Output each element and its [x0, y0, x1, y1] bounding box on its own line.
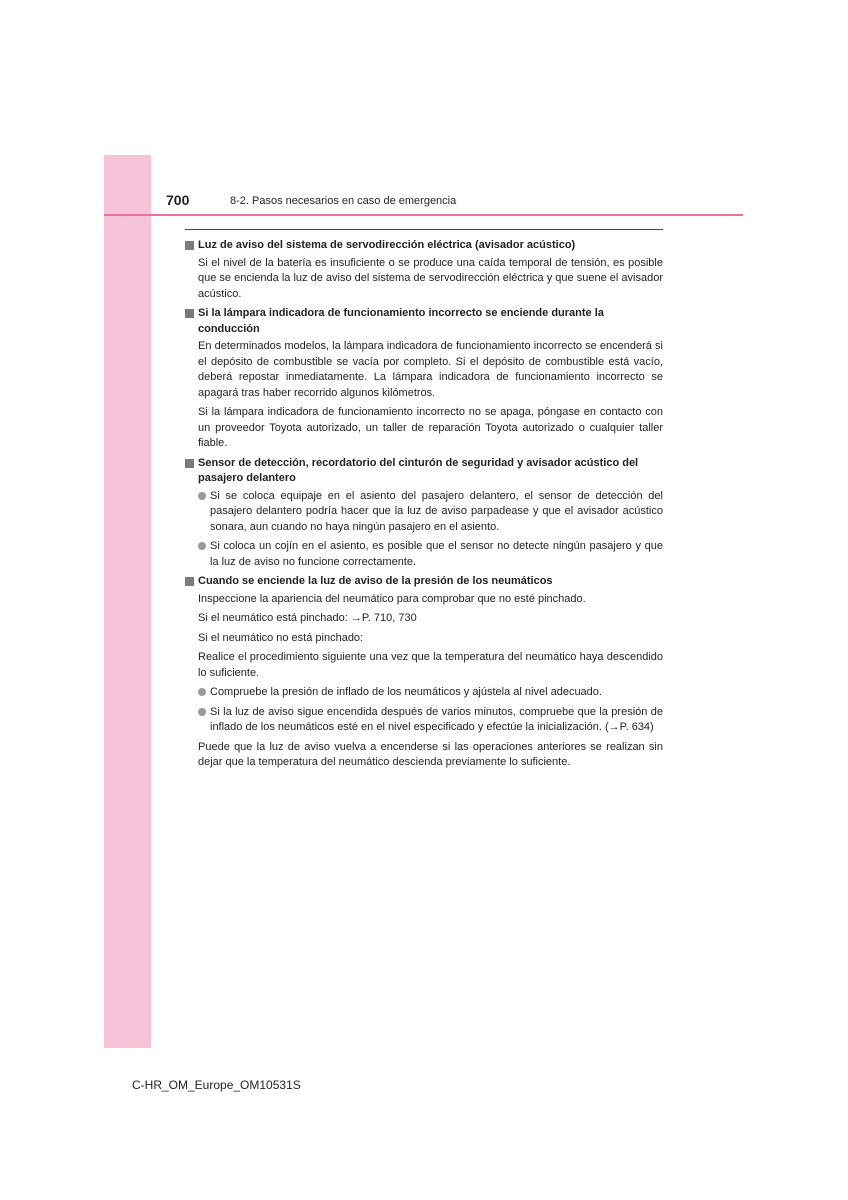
- side-tab-strip: [104, 155, 151, 1048]
- square-bullet-icon: [185, 459, 194, 468]
- item-heading-text: Sensor de detección, recordatorio del cinturón de seguridad y avisador acústico del pasajero delantero: [198, 456, 639, 484]
- page-number: 700: [166, 192, 190, 208]
- paragraph: Si el neumático no está pinchado:: [198, 631, 364, 644]
- circle-bullet-icon: [198, 492, 206, 500]
- paragraph: Si la lámpara indicadora de funcionamiento incorrecto no se apaga, póngase en contacto con un proveedor Toyota autorizado, un taller de reparación Toyota autorizado o cualquier taller fiable.: [198, 406, 663, 449]
- item-malfunction-lamp: [185, 306, 663, 452]
- section-title: 8-2. Pasos necesarios en caso de emergencia: [230, 195, 457, 207]
- square-bullet-icon: [185, 241, 194, 250]
- item-heading-text: Cuando se enciende la luz de aviso de la presión de los neumáticos: [198, 575, 553, 587]
- item-heading: [185, 238, 663, 254]
- item-heading: [185, 456, 663, 487]
- closing-paragraph: Puede que la luz de aviso vuelva a encenderse si las operaciones anteriores se realizan sin dejar que la temperatura del neumático descienda previamente lo suficiente.: [198, 740, 663, 768]
- square-bullet-icon: [185, 577, 194, 586]
- paragraph: Si el neumático está pinchado: →P. 710, 730: [198, 612, 417, 624]
- item-heading-text: Luz de aviso del sistema de servodirección eléctrica (avisador acústico): [198, 239, 576, 251]
- paragraph: En determinados modelos, la lámpara indicadora de funcionamiento incorrecto se encenderá si el depósito de combustible se vacía por completo. Si el depósito de combustible está vacío, deberá repostar inmediatamente. La lámpara indicadora de funcionamiento incorrecto se apagará tras haber recorrido algunos kilómetros.: [198, 340, 663, 399]
- bullet-text: Si la luz de aviso sigue encendida después de varios minutos, compruebe que la presión de inflado de los neumáticos esté en el nivel especificado y efectúe la inicialización. (→P. 634): [210, 705, 663, 733]
- paragraph: Realice el procedimiento siguiente una vez que la temperatura del neumático haya descendido lo suficiente.: [198, 651, 663, 679]
- bullet-item: [198, 705, 663, 736]
- paragraph: Inspeccione la apariencia del neumático para comprobar que no esté pinchado.: [198, 592, 586, 605]
- bullet-text: Compruebe la presión de inflado de los neumáticos y ajústela al nivel adecuado.: [210, 686, 602, 698]
- item-heading: [185, 574, 663, 590]
- bullet-item: [198, 489, 663, 536]
- item-tire-pressure-warning: [185, 574, 663, 771]
- bullet-item: [198, 685, 663, 701]
- header-divider: [104, 214, 743, 216]
- bullet-text: Si se coloca equipaje en el asiento del pasajero delantero, el sensor de detección del pasajero delantero podría hacer que la luz de aviso parpadease y que el avisador acústico sonara, aun cuando no haya ningún pasajero en el asiento.: [210, 489, 663, 533]
- paragraph: Si el nivel de la batería es insuficiente o se produce una caída temporal de tensión, es posible que se encienda la luz de aviso del sistema de servodirección eléctrica y que suene el avisador acústico.: [198, 256, 663, 300]
- circle-bullet-icon: [198, 708, 206, 716]
- item-heading-text: Si la lámpara indicadora de funcionamiento incorrecto se enciende durante la conducción: [198, 307, 604, 335]
- document-code-footer: C-HR_OM_Europe_OM10531S: [132, 1078, 301, 1092]
- square-bullet-icon: [185, 309, 194, 318]
- circle-bullet-icon: [198, 688, 206, 696]
- bullet-item: [198, 539, 663, 570]
- item-heading: [185, 306, 663, 337]
- bullet-text: Si coloca un cojín en el asiento, es posible que el sensor no detecte ningún pasajero y que la luz de aviso no funcione correctamente.: [210, 540, 663, 568]
- content-column: [185, 229, 663, 775]
- item-passenger-sensor: [185, 456, 663, 571]
- circle-bullet-icon: [198, 542, 206, 550]
- item-power-steering-warning: [185, 238, 663, 302]
